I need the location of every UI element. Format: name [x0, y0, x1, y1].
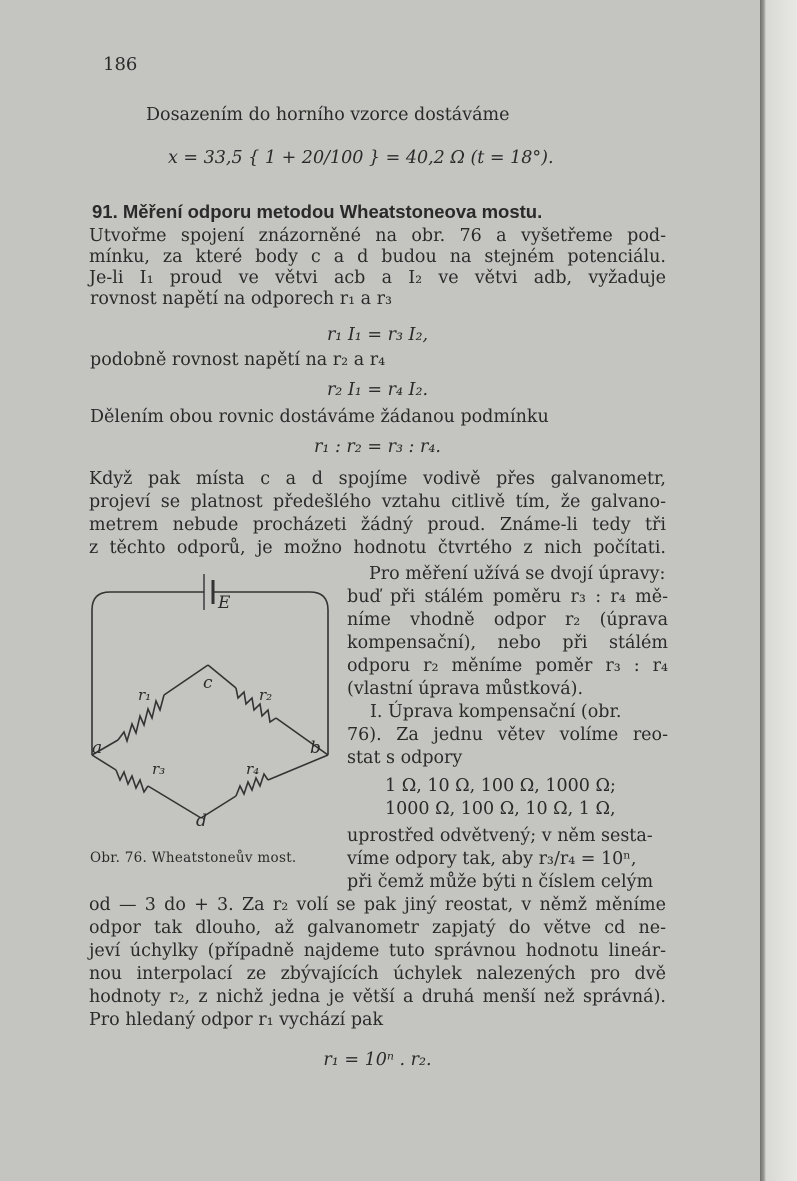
wheatstone-bridge-figure: [86, 560, 336, 840]
text-line: Pro měření užívá se dvojí úpravy:: [369, 564, 666, 584]
figure-caption: Obr. 76. Wheatstoneův most.: [90, 850, 297, 866]
label-c: c: [203, 673, 213, 693]
label-r1: r₁: [138, 686, 152, 704]
text-line: I. Úprava kompensační (obr.: [370, 702, 622, 722]
page-number: 186: [103, 54, 138, 75]
text-line: rovnost napětí na odporech r₁ a r₃: [90, 289, 393, 309]
text-line: Dosazením do horního vzorce dostáváme: [146, 105, 510, 125]
text-line: Utvořme spojení znázorněné na obr. 76 a vyšetřeme pod-: [89, 226, 666, 246]
label-r2: r₂: [259, 686, 273, 704]
label-r4: r₄: [246, 760, 260, 778]
text-line: hodnoty r₂, z nichž jedna je větší a druhá menší než správná).: [89, 987, 666, 1007]
text-line: při čemž může býti n číslem celým: [347, 872, 654, 892]
text-line: Když pak místa c a d spojíme vodivě přes galvanometr,: [89, 469, 666, 489]
text-line: odpor tak dlouho, až galvanometr zapjatý do větve cd ne-: [89, 918, 666, 938]
equation: r₂ I₁ = r₄ I₂.: [326, 380, 429, 400]
section-heading: 91. Měření odporu metodou Wheatstoneova mostu.: [92, 201, 543, 222]
label-b: b: [310, 738, 321, 758]
label-E: E: [218, 593, 231, 613]
text-line: Je-li I₁ proud ve větvi acb a I₂ ve větvi adb, vyžaduje: [89, 268, 666, 288]
equation: r₁ I₁ = r₃ I₂,: [326, 325, 429, 345]
text-line: víme odpory tak, aby r₃/r₄ = 10ⁿ,: [347, 849, 637, 869]
resistor-values: 1 Ω, 10 Ω, 100 Ω, 1000 Ω;: [385, 776, 616, 796]
text-line: 76). Za jednu větev volíme reo-: [347, 725, 668, 745]
text-line: Pro hledaný odpor r₁ vychází pak: [89, 1010, 384, 1030]
text-line: od — 3 do + 3. Za r₂ volí se pak jiný reostat, v němž měníme: [89, 895, 666, 915]
text-line: podobně rovnost napětí na r₂ a r₄: [90, 350, 386, 370]
text-line: z těchto odporů, je možno hodnotu čtvrtého z nich počítati.: [89, 538, 666, 558]
equation: r₁ = 10ⁿ . r₂.: [323, 1050, 432, 1070]
text-line: nou interpolací ze zbývajících úchylek nalezených pro dvě: [89, 964, 666, 984]
text-line: jeví úchylky (případně najdeme tuto správnou hodnotu lineár-: [89, 941, 666, 961]
equation: r₁ : r₂ = r₃ : r₄.: [314, 437, 441, 457]
text-line: uprostřed odvětvený; v něm sesta-: [347, 826, 653, 846]
label-r3: r₃: [152, 760, 166, 778]
text-line: mínku, za které body c a d budou na stejném potenciálu.: [89, 247, 666, 267]
page-edge: [760, 0, 797, 1181]
text-line: (vlastní úprava můstková).: [347, 679, 584, 699]
text-line: níme vhodně odpor r₂ (úprava: [347, 610, 668, 630]
text-line: metrem nebude procházeti žádný proud. Známe-li tedy tři: [89, 515, 666, 535]
resistor-values: 1000 Ω, 100 Ω, 10 Ω, 1 Ω,: [385, 799, 616, 819]
text-line: stat s odpory: [347, 748, 463, 768]
text-line: Dělením obou rovnic dostáváme žádanou podmínku: [90, 407, 549, 427]
text-line: buď při stálém poměru r₃ : r₄ mě-: [347, 587, 668, 607]
text-line: kompensační), nebo při stálém: [347, 633, 668, 653]
label-d: d: [196, 811, 207, 831]
text-line: projeví se platnost předešlého vztahu citlivě tím, že galvano-: [89, 492, 666, 512]
equation-result: x = 33,5 { 1 + 20/100 } = 40,2 Ω (t = 18°).: [168, 148, 554, 168]
label-a: a: [92, 738, 103, 758]
text-line: odporu r₂ měníme poměr r₃ : r₄: [347, 656, 668, 676]
